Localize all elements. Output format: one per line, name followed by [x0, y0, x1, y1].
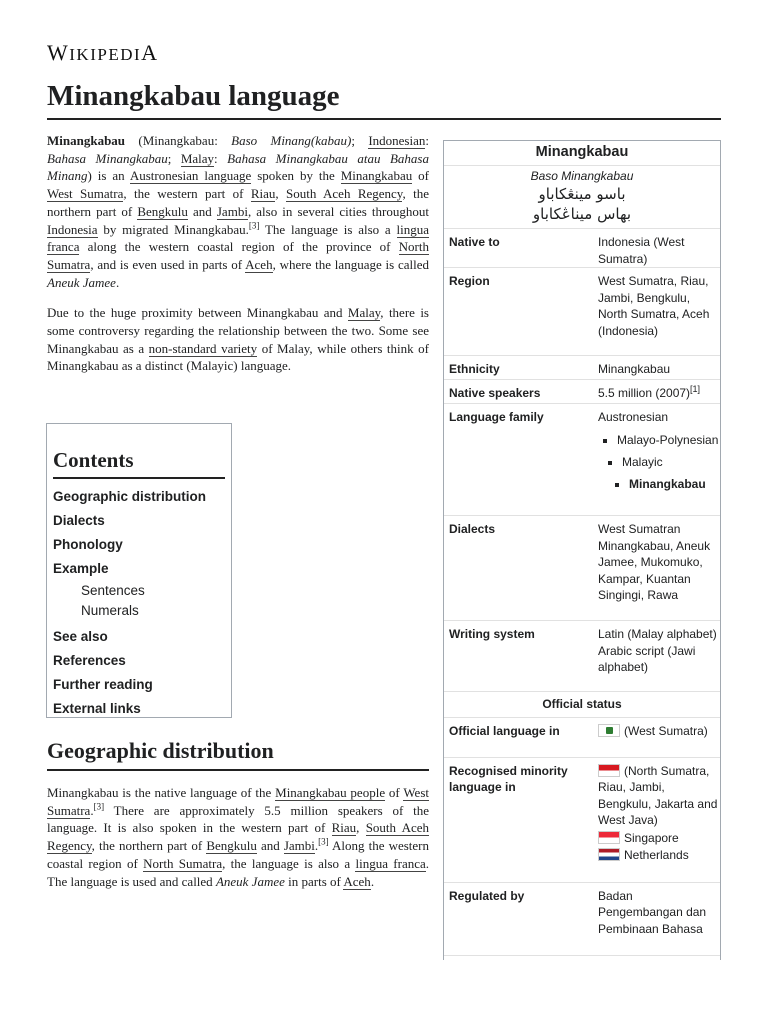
text-run: and: [187, 203, 217, 219]
intro-section: [47, 132, 429, 388]
text-run: , the language is also a: [222, 855, 356, 871]
intro-paragraph-1: [47, 132, 429, 291]
row-value[interactable]: Minangkabau: [598, 362, 671, 376]
toc-item[interactable]: External links: [53, 701, 141, 716]
text-run: :: [425, 133, 429, 148]
row-value: [593, 718, 720, 757]
row-label: Language family: [449, 410, 544, 424]
toc-list: [53, 485, 225, 721]
west-sumatra-flag-icon[interactable]: [598, 724, 620, 737]
geographic-paragraph: [47, 784, 429, 890]
row-label: Writing system: [449, 627, 535, 641]
citation-link[interactable]: [1]: [690, 384, 701, 394]
infobox-row-official-language: [444, 718, 720, 758]
inline-link[interactable]: North Sumatra: [47, 239, 429, 272]
text-run: ,: [356, 820, 366, 836]
text-run: along the western coastal region of the province of: [79, 239, 399, 255]
text-run: , where the language is called: [272, 256, 429, 272]
text-run: ;: [167, 150, 181, 166]
inline-link[interactable]: West Sumatra: [47, 186, 124, 202]
infobox-section-official-status: Official status: [444, 692, 720, 718]
text-run: by migrated Minangkabau.: [97, 221, 249, 237]
infobox-row-dialects: [444, 516, 720, 621]
italic-text: Baso Minang(kabau): [231, 133, 352, 148]
italic-text: Aneuk Jamee: [215, 873, 285, 889]
infobox-row-native-speakers: [444, 380, 720, 404]
text-run: .: [115, 274, 120, 290]
singapore-flag-icon[interactable]: [598, 831, 620, 844]
infobox-row-ethnicity: [444, 356, 720, 380]
text-run: in parts of: [284, 873, 344, 889]
row-value: [593, 758, 720, 882]
geographic-section: [47, 784, 429, 903]
row-value[interactable]: Badan Pengembangan dan Pembinaan Bahasa: [598, 888, 707, 936]
text-run: (Minangkabau:: [125, 133, 232, 148]
row-value: [593, 404, 720, 515]
text-run: of: [385, 785, 404, 800]
native-name-jawi-2: بهاس ميناڠكاباو: [532, 205, 632, 223]
inline-link[interactable]: Indonesia: [47, 221, 98, 237]
text-run: .: [370, 873, 375, 889]
citation-link[interactable]: [3]: [248, 220, 260, 231]
family-level-1[interactable]: Malayo-Polynesian: [598, 434, 720, 447]
text-run: :: [214, 150, 228, 166]
inline-link[interactable]: Riau: [250, 186, 276, 202]
official-region[interactable]: (West Sumatra): [624, 723, 708, 738]
family-root[interactable]: Austronesian: [598, 410, 669, 424]
text-run: , and is even used in parts of: [90, 256, 246, 272]
inline-link[interactable]: Jambi: [283, 838, 315, 854]
row-label: Ethnicity: [449, 362, 500, 376]
text-run: ) is an: [87, 168, 130, 184]
wordmark-middle: IKIPEDI: [69, 45, 142, 64]
text-run: Due to the huge proximity between Minangkabau and: [47, 305, 348, 321]
infobox-row-region: [444, 268, 720, 356]
table-of-contents: [46, 423, 232, 718]
language-infobox: [443, 140, 721, 960]
text-run: , there is some controversy regarding the relationship between the two. Some see Minangkabau as a: [47, 305, 429, 356]
speakers-count: 5.5 million (2007): [598, 386, 691, 400]
toc-item[interactable]: Geographic distribution: [53, 489, 207, 504]
inline-link[interactable]: Aceh: [245, 256, 273, 272]
row-value: [593, 380, 720, 403]
family-level-3: Minangkabau: [598, 478, 720, 491]
infobox-row-writing-system: [444, 621, 720, 692]
text-run: , also in several cities throughout: [247, 203, 429, 219]
minority-singapore-item: [598, 830, 720, 847]
row-label: Dialects: [449, 522, 496, 536]
toc-item[interactable]: Sentences: [81, 583, 145, 598]
family-tree: [598, 434, 720, 491]
wikipedia-wordmark[interactable]: [47, 40, 159, 66]
text-run: ;: [351, 133, 369, 148]
text-run: , the northern part of: [91, 838, 207, 854]
row-label: Recognised minority language in: [449, 763, 568, 794]
row-value[interactable]: West Sumatran Minangkabau, Aneuk Jamee, Mukomuko, Kampar, Kuantan Singingi, Rawa: [598, 522, 711, 602]
minority-netherlands-item: [598, 847, 720, 864]
row-value[interactable]: West Sumatra, Riau, Jambi, Bengkulu, North Sumatra, Aceh (Indonesia): [598, 274, 710, 338]
inline-link[interactable]: lingua franca: [355, 855, 426, 871]
citation-link[interactable]: [3]: [93, 801, 105, 812]
inline-link[interactable]: Riau: [331, 820, 357, 836]
row-label: Regulated by: [449, 888, 525, 903]
toc-title: Contents: [53, 448, 225, 479]
native-name-jawi-1: باسو مينڠكاباو: [538, 185, 626, 203]
text-run: and: [256, 838, 284, 854]
native-name-latin: Baso Minangkabau: [530, 168, 634, 183]
italic-text: Bahasa Minangkabau: [47, 150, 168, 166]
minority-singapore[interactable]: Singapore: [624, 830, 679, 845]
indonesia-flag-icon[interactable]: [598, 764, 620, 777]
infobox-row-regulated-by: [444, 883, 720, 956]
text-run: , the western part of: [123, 186, 251, 202]
text-run: The language is also a: [259, 221, 397, 237]
row-label: Native speakers: [449, 386, 541, 400]
inline-link[interactable]: Jambi: [216, 203, 248, 219]
text-run: Along the western coastal region of: [47, 838, 430, 871]
minority-netherlands[interactable]: Netherlands: [624, 848, 689, 862]
row-value: [593, 621, 720, 691]
row-label: Native to: [449, 235, 500, 249]
section-heading-geographic-distribution: Geographic distribution: [47, 738, 429, 771]
inline-link[interactable]: non-standard variety: [148, 340, 258, 356]
text-run: of Malay, while others think of Minangkabau as a distinct (Malayic) language.: [47, 340, 429, 374]
row-value[interactable]: Indonesia (West Sumatra): [598, 235, 685, 266]
text-run: Minangkabau is the native language of the: [47, 785, 276, 800]
row-label: Official language in: [449, 723, 560, 738]
text-run: ,: [275, 186, 287, 202]
toc-item[interactable]: Example: [53, 561, 109, 576]
page-title: Minangkabau language: [47, 78, 721, 120]
writing-arabic[interactable]: Arabic script (Jawi alphabet): [598, 643, 696, 674]
inline-link[interactable]: lingua franca: [47, 221, 430, 255]
bold-term: Minangkabau: [47, 133, 126, 148]
text-run: . The language is used and called: [47, 855, 430, 889]
inline-link[interactable]: South Aceh Regency: [286, 186, 403, 202]
citation-link[interactable]: [3]: [318, 836, 329, 847]
toc-item[interactable]: References: [53, 653, 126, 668]
italic-text: Aneuk Jamee: [47, 274, 116, 290]
inline-link[interactable]: Bengkulu: [137, 203, 188, 219]
inline-link[interactable]: Bengkulu: [206, 838, 257, 854]
inline-link[interactable]: Malay: [180, 150, 215, 166]
text-run: , the northern part of: [47, 186, 429, 219]
text-run: of: [412, 168, 429, 184]
text-run: .: [314, 838, 319, 854]
toc-item[interactable]: Numerals: [81, 603, 139, 618]
text-run: spoken by the: [251, 168, 341, 184]
infobox-row-minority-language: [444, 758, 720, 883]
text-run: .: [90, 802, 94, 818]
wordmark-final: A: [141, 40, 159, 65]
inline-link[interactable]: South Aceh Regency: [47, 820, 429, 854]
inline-link[interactable]: Indonesian: [368, 133, 426, 148]
writing-latin[interactable]: Latin (Malay alphabet): [598, 627, 717, 641]
minority-indonesia[interactable]: (North Sumatra, Riau, Jambi, Bengkulu, Jakarta and West Java): [598, 763, 718, 827]
wordmark-initial: W: [47, 40, 70, 65]
family-level-2[interactable]: Malayic: [598, 456, 720, 469]
inline-link[interactable]: Aceh: [343, 873, 371, 889]
italic-text: Bahasa Minangkabau atau Bahasa Minang: [47, 150, 429, 184]
toc-item[interactable]: See also: [53, 629, 108, 644]
inline-link[interactable]: West Sumatra: [47, 785, 429, 818]
infobox-row-language-family: [444, 404, 720, 516]
inline-link[interactable]: Austronesian language: [129, 168, 252, 184]
infobox-row-native-to: [444, 229, 720, 268]
inline-link[interactable]: Minangkabau: [340, 168, 413, 184]
inline-link[interactable]: North Sumatra: [143, 855, 223, 871]
toc-item[interactable]: Dialects: [53, 513, 105, 528]
intro-paragraph-2: [47, 304, 429, 375]
inline-link[interactable]: Minangkabau people: [275, 785, 386, 800]
infobox-title: Minangkabau: [444, 141, 720, 166]
toc-item[interactable]: Phonology: [53, 537, 123, 552]
text-run: There are approximately 5.5 million speakers of the language. It is also spoken in the western part of: [47, 802, 429, 836]
inline-link[interactable]: Malay: [347, 305, 381, 321]
row-label: Region: [449, 274, 490, 288]
infobox-native-name: [444, 166, 720, 230]
netherlands-flag-icon[interactable]: [598, 848, 620, 861]
toc-item[interactable]: Further reading: [53, 677, 153, 692]
